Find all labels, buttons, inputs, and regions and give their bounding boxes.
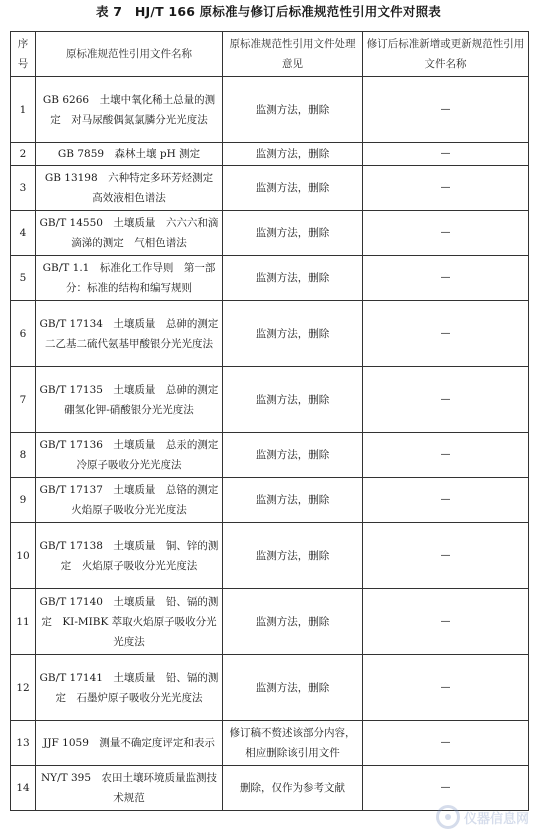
header-opinion: 原标准规范性引用文件处理意见 [223, 32, 363, 77]
row-new: — [363, 433, 529, 478]
row-name: GB/T 17141 土壤质量 铅、镉的测定 石墨炉原子吸收分光光度法 [36, 655, 223, 721]
reference-comparison-table [10, 31, 529, 811]
row-no: 12 [11, 655, 36, 721]
table-row [11, 256, 529, 301]
row-opinion: 删除，仅作为参考文献 [223, 766, 363, 811]
row-new: — [363, 478, 529, 523]
row-no: 8 [11, 433, 36, 478]
row-no: 2 [11, 143, 36, 166]
row-name: GB/T 17140 土壤质量 铅、镉的测定 KI-MIBK 萃取火焰原子吸收分光光度法 [36, 589, 223, 655]
row-no: 5 [11, 256, 36, 301]
table-row [11, 766, 529, 811]
table-row [11, 143, 529, 166]
table-row [11, 721, 529, 766]
table-row [11, 367, 529, 433]
header-name: 原标准规范性引用文件名称 [36, 32, 223, 77]
watermark-text: 仪器信息网 [463, 811, 529, 827]
row-no: 14 [11, 766, 36, 811]
row-new: — [363, 367, 529, 433]
table-title: 表 7 HJ/T 166 原标准与修订后标准规范性引用文件对照表 [96, 4, 441, 19]
row-no: 1 [11, 77, 36, 143]
table-row [11, 301, 529, 367]
row-opinion: 监测方法，删除 [223, 166, 363, 211]
row-opinion: 监测方法，删除 [223, 478, 363, 523]
row-name: GB/T 17137 土壤质量 总铬的测定 火焰原子吸收分光光度法 [36, 478, 223, 523]
row-new: — [363, 589, 529, 655]
row-new: — [363, 721, 529, 766]
row-new: — [363, 77, 529, 143]
row-opinion: 监测方法，删除 [223, 433, 363, 478]
row-name: GB/T 17134 土壤质量 总砷的测定 二乙基二硫代氨基甲酸银分光光度法 [36, 301, 223, 367]
row-no: 4 [11, 211, 36, 256]
row-name: GB/T 1.1 标准化工作导则 第一部分：标准的结构和编写规则 [36, 256, 223, 301]
row-opinion: 监测方法，删除 [223, 523, 363, 589]
row-name: NY/T 395 农田土壤环境质量监测技术规范 [36, 766, 223, 811]
table-row [11, 433, 529, 478]
row-name: GB/T 17136 土壤质量 总汞的测定 冷原子吸收分光光度法 [36, 433, 223, 478]
row-new: — [363, 143, 529, 166]
table-row [11, 166, 529, 211]
row-opinion: 监测方法，删除 [223, 301, 363, 367]
row-no: 6 [11, 301, 36, 367]
row-name: JJF 1059 测量不确定度评定和表示 [36, 721, 223, 766]
row-name: GB 13198 六种特定多环芳烃测定 高效液相色谱法 [36, 166, 223, 211]
row-opinion: 监测方法，删除 [223, 143, 363, 166]
row-opinion: 监测方法，删除 [223, 211, 363, 256]
row-name: GB/T 17138 土壤质量 铜、锌的测定 火焰原子吸收分光光度法 [36, 523, 223, 589]
row-no: 10 [11, 523, 36, 589]
row-opinion: 监测方法，删除 [223, 367, 363, 433]
row-new: — [363, 523, 529, 589]
row-new: — [363, 655, 529, 721]
row-no: 7 [11, 367, 36, 433]
header-no: 序号 [11, 32, 36, 77]
row-name: GB 7859 森林土壤 pH 测定 [36, 143, 223, 166]
row-no: 3 [11, 166, 36, 211]
row-new: — [363, 256, 529, 301]
row-no: 13 [11, 721, 36, 766]
row-opinion: 监测方法，删除 [223, 589, 363, 655]
header-new: 修订后标准新增或更新规范性引用文件名称 [363, 32, 529, 77]
table-row [11, 211, 529, 256]
row-opinion: 监测方法，删除 [223, 256, 363, 301]
row-no: 11 [11, 589, 36, 655]
row-new: — [363, 211, 529, 256]
row-name: GB/T 17135 土壤质量 总砷的测定 硼氢化钾-硝酸银分光光度法 [36, 367, 223, 433]
table-row [11, 77, 529, 143]
row-name: GB 6266 土壤中氧化稀土总量的测定 对马尿酸偶氮氯膦分光光度法 [36, 77, 223, 143]
table-row [11, 589, 529, 655]
row-opinion: 修订稿不赘述该部分内容，相应删除该引用文件 [223, 721, 363, 766]
row-opinion: 监测方法，删除 [223, 77, 363, 143]
instrument-logo-icon [436, 805, 460, 829]
row-new: — [363, 166, 529, 211]
table-row [11, 655, 529, 721]
row-new: — [363, 766, 529, 811]
table-row [11, 523, 529, 589]
row-no: 9 [11, 478, 36, 523]
watermark [436, 805, 529, 829]
row-opinion: 监测方法，删除 [223, 655, 363, 721]
table-row [11, 478, 529, 523]
row-new: — [363, 301, 529, 367]
row-name: GB/T 14550 土壤质量 六六六和滴滴涕的测定 气相色谱法 [36, 211, 223, 256]
table-header-row [11, 32, 529, 77]
